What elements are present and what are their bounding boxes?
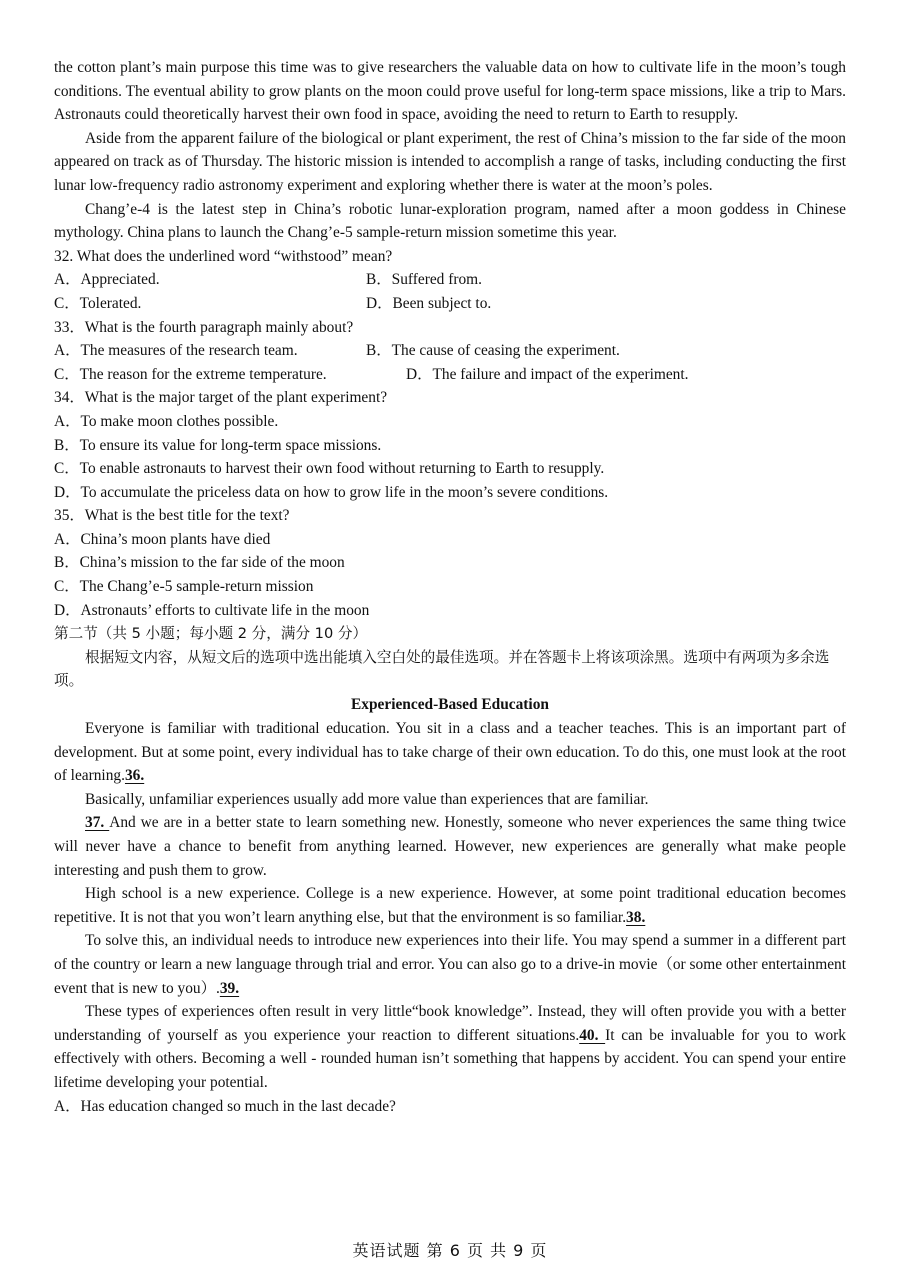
blank-36: 36. [124,767,145,785]
paragraph-text: These types of experiences often result in very little“book knowledge”. Instead, they will often provide you with a better understanding of yourself as you experience your reaction to different situations. [54,1003,846,1044]
option-b: B．China’s mission to the far side of the moon [54,554,345,572]
option-c: C．The reason for the extreme temperature. [54,365,327,383]
blank-38: 38. [626,908,646,926]
paragraph-text: High school is a new experience. College is a new experience. However, at some point traditional education becomes repetitive. It is not that you won’t learn anything else, but that the environment is so familiar. [54,885,846,926]
option-d: D．Been subject to. [366,294,492,312]
option-c: C．Tolerated. [54,294,142,312]
option-a: A．China’s moon plants have died [54,530,271,548]
option-a: A．The measures of the research team. [54,342,298,360]
passage-paragraph: the cotton plant’s main purpose this time was to give researchers the valuable data on how to cultivate life in the moon’s tough conditions. The eventual ability to grow plants on the moon could prove useful for long-term space missions, like a trip to Mars. Astronauts could theoretically harvest their own food in space, avoiding the need to return to Earth to resupply. [54,59,846,124]
option-c: C．To enable astronauts to harvest their own food without returning to Earth to resupply. [54,460,605,478]
question-35 [54,504,846,622]
option-d: D．To accumulate the priceless data on how to grow life in the moon’s severe conditions. [54,483,609,501]
section-heading: 第二节（共 5 小题；每小题 2 分，满分 10 分） [54,625,368,643]
paragraph-text: It can be invaluable for you to work effectively with others. Becoming a well - rounded human isn’t something that happens by accident. You can spend your entire lifetime developing your potential. [54,1026,846,1091]
option-a: A．To make moon clothes possible. [54,412,279,430]
blank-39: 39. [219,979,240,997]
passage-paragraph [54,929,846,1000]
paragraph-text: To solve this, an individual needs to introduce new experiences into their life. You may spend a summer in a different part of the country or learn a new language through trial and error. You can also go to a drive-in movie（or some other entertainment event that is new to you）. [54,932,846,997]
option-b: B．The cause of ceasing the experiment. [366,342,620,360]
passage-paragraph: Chang’e-4 is the latest step in China’s robotic lunar-exploration program, named after a moon goddess in Chinese mythology. China plans to launch the Chang’e-5 sample-return mission sometime this year. [54,200,846,242]
passage-paragraph [54,882,846,929]
paragraph-text: Everyone is familiar with traditional education. You sit in a class and a teacher teaches. This is an important part of development. But at some point, every individual has to take charge of their own education. To do this, one must look at the root of learning. [54,720,846,785]
passage-paragraph: Basically, unfamiliar experiences usually add more value than experiences that are familiar. [85,790,649,808]
passage-paragraph [54,717,846,788]
option-b: B．Suffered from. [366,271,482,289]
page-footer: 英语试题 第 6 页 共 9 页 [352,1241,548,1260]
question-33 [54,316,846,387]
question-32 [54,245,846,316]
exam-page [54,56,846,1118]
option-c: C．The Chang’e-5 sample-return mission [54,578,314,596]
section-instructions: 根据短文内容，从短文后的选项中选出能填入空白处的最佳选项。并在答题卡上将该项涂黑。选项中有两项为多余选项。 [54,648,830,690]
option-a: A．Has education changed so much in the last decade? [54,1097,396,1115]
option-d: D．Astronauts’ efforts to cultivate life in the moon [54,601,370,619]
passage-paragraph: Aside from the apparent failure of the biological or plant experiment, the rest of China’s mission to the far side of the moon appeared on track as of Thursday. The historic mission is intended to accomplish a range of tasks, including conducting the first lunar low-frequency radio astronomy experiment and exploring whether there is water at the moon’s poles. [54,129,846,194]
passage-paragraph [54,1000,846,1094]
option-d: D．The failure and impact of the experiment. [406,365,689,383]
question-34 [54,386,846,504]
question-stem: 35．What is the best title for the text? [54,507,290,525]
paragraph-text: And we are in a better state to learn something new. Honestly, someone who never experiences the same thing twice will never have a chance to benefit from anything learned. However, new experiences are generally what make people interesting and push them to grow. [54,814,846,879]
question-stem: 33．What is the fourth paragraph mainly about? [54,318,354,336]
question-stem: 34．What is the major target of the plant experiment? [54,389,388,407]
question-stem: 32. What does the underlined word “withstood” mean? [54,247,393,265]
passage-paragraph [54,811,846,882]
option-b: B．To ensure its value for long-term space missions. [54,436,382,454]
blank-40: 40. [579,1026,606,1044]
option-a: A．Appreciated. [54,271,160,289]
passage-title: Experienced-Based Education [351,696,549,714]
blank-37: 37. [85,814,110,832]
